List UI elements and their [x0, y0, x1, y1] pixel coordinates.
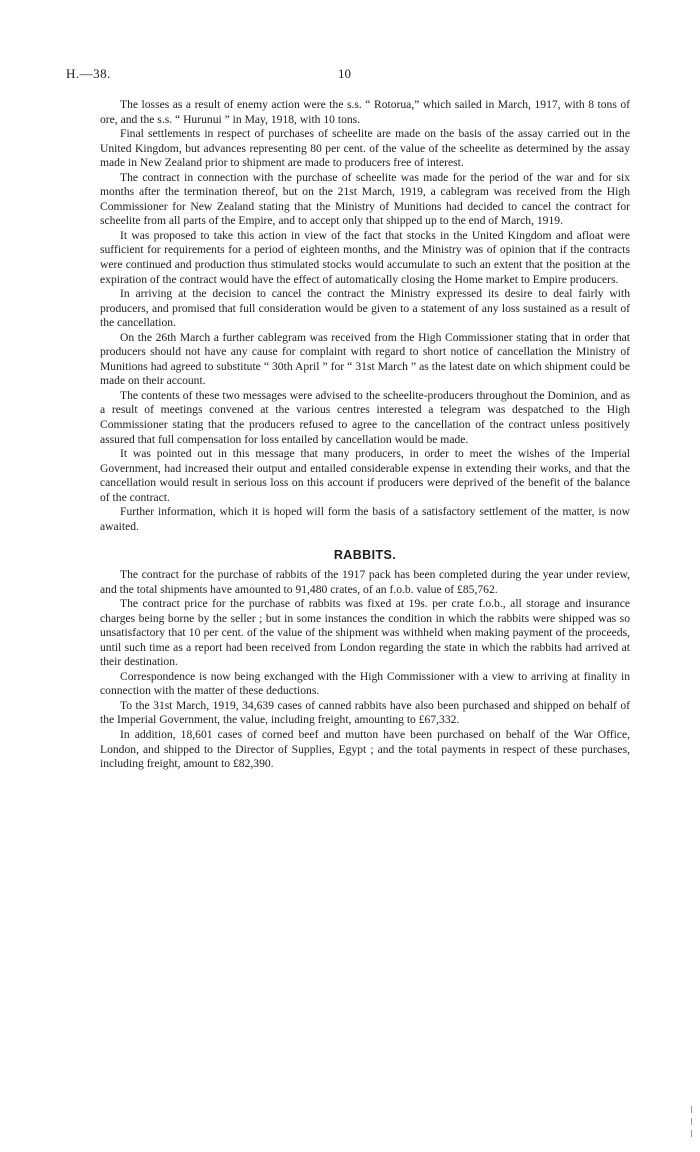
- scheelite-paragraph-4: It was proposed to take this action in view of the fact that stocks in the United Kingdom and afloat were sufficient for requirements for a period of eighteen months, and the Ministry was of opinion that if the contracts were continued and production thus stimulated stocks would accumulate to such an extent that the position at the expiration of the contract would have the effect of automatically closing the Home market to Empire producers.: [100, 228, 630, 286]
- edge-mark: [691, 1130, 692, 1137]
- page-number: 10: [338, 66, 351, 81]
- rabbits-paragraph-4: To the 31st March, 1919, 34,639 cases of canned rabbits have also been purchased and shipped on behalf of the Imperial Government, the value, including freight, amounting to £67,332.: [100, 698, 630, 727]
- rabbits-paragraph-2: The contract price for the purchase of rabbits was fixed at 19s. per crate f.o.b., all storage and insurance charges being borne by the seller ; but in some instances the condition in which the rabbits were shipped was so unsatisfactory that 10 per cent. of the value of the shipment was withheld when making payment of the proceeds, until such time as a report had been received from London regarding the state in which the rabbits had arrived at their destination.: [100, 597, 630, 669]
- rabbits-paragraph-1: The contract for the purchase of rabbits of the 1917 pack has been completed during the year under review, and the total shipments have amounted to 91,480 crates, of an f.o.b. value of £85,762.: [100, 567, 630, 596]
- scheelite-paragraph-8: It was pointed out in this message that many producers, in order to meet the wishes of the Imperial Government, had increased their output and entailed considerable expense in extending their works, and that the cancellation would result in serious loss on this account if producers were deprived of the benefit of the balance of the contract.: [100, 447, 630, 504]
- scheelite-paragraph-1: The losses as a result of enemy action were the s.s. “ Rotorua,” which sailed in March, 1917, with 8 tons of ore, and the s.s. “ Hurunui ” in May, 1918, with 10 tons.: [100, 98, 630, 126]
- scheelite-paragraph-3: The contract in connection with the purchase of scheelite was made for the period of the war and for six months after the termination thereof, but on the 21st March, 1919, a cablegram was received from the High Commissioner for New Zealand stating that the Ministry of Munitions had decided to cancel the contract for scheelite from all parts of the Empire, and to accept only that shipped up to the end of March, 1919.: [100, 170, 630, 228]
- edge-mark: [691, 1118, 692, 1125]
- scheelite-paragraph-7: The contents of these two messages were advised to the scheelite-producers throughout the Dominion, and as a result of meetings convened at the various centres interested a telegram was despatched to the High Commissioner stating that the producers refused to agree to the cancellation of the contract unless positively assured that full compensation for loss entailed by cancellation would be made.: [100, 388, 630, 446]
- edge-mark: [691, 1106, 692, 1113]
- scheelite-paragraph-2: Final settlements in respect of purchases of scheelite are made on the basis of the assay carried out in the United Kingdom, but advances representing 80 per cent. of the value of the scheelite as determined by the assay made in New Zealand prior to shipment are made to producers free of interest.: [100, 127, 630, 170]
- rabbits-paragraph-5: In addition, 18,601 cases of corned beef and mutton have been purchased on behalf of the War Office, London, and shipped to the Director of Supplies, Egypt ; and the total payments in respect of these purchases, including freight, amount to £82,390.: [100, 727, 630, 771]
- page-header: [66, 66, 634, 86]
- section-heading-rabbits: RABBITS.: [333, 548, 397, 563]
- page-body: [100, 98, 630, 772]
- scheelite-paragraph-6: On the 26th March a further cablegram was received from the High Commissioner stating that in order that producers should not have any cause for complaint with regard to short notice of cancellation the Ministry of Munitions had agreed to substitute “ 30th April ” for “ 31st March ” as the latest date on which shipment could be made on their account.: [100, 330, 630, 388]
- rabbits-paragraph-3: Correspondence is now being exchanged with the High Commissioner with a view to arriving at finality in connection with the matter of these deductions.: [100, 669, 630, 698]
- document-reference: H.—38.: [66, 66, 111, 81]
- scheelite-paragraph-9: Further information, which it is hoped will form the basis of a satisfactory settlement of the matter, is now awaited.: [100, 505, 630, 533]
- scheelite-paragraph-5: In arriving at the decision to cancel the contract the Ministry expressed its desire to deal fairly with producers, and promised that full consideration would be given to a statement of any loss sustained as a result of the cancellation.: [100, 287, 630, 330]
